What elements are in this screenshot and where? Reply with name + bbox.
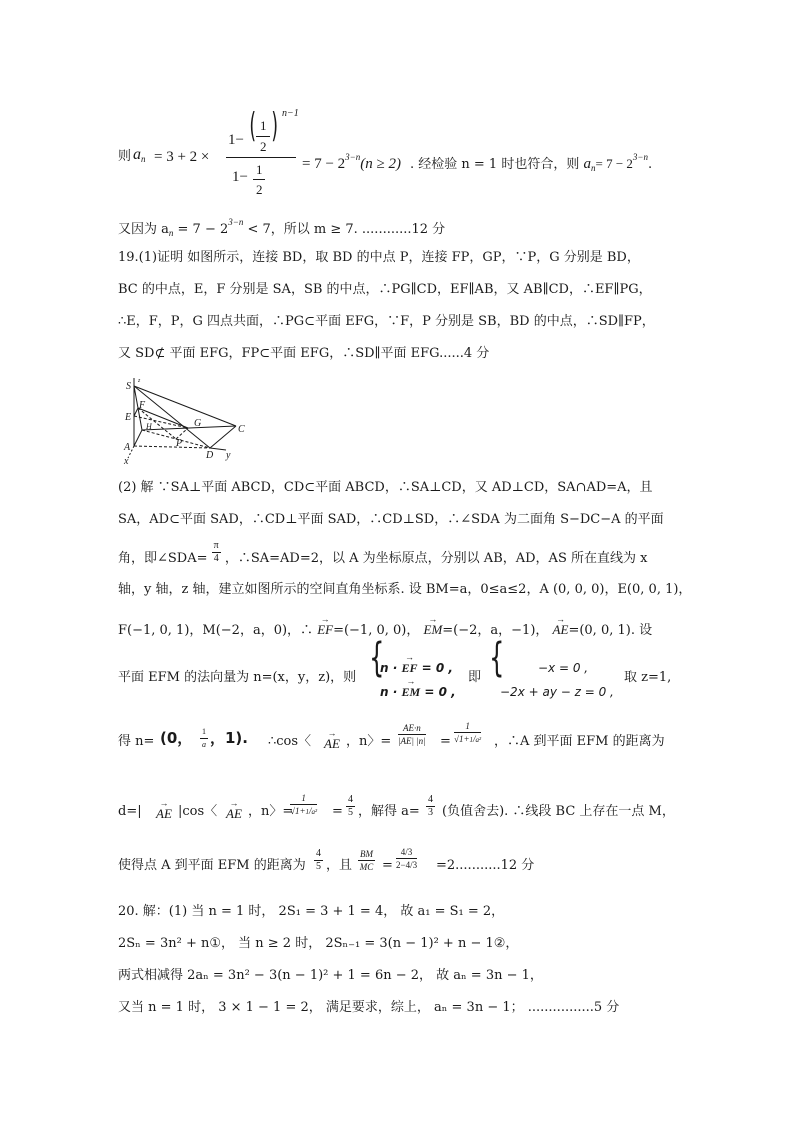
p18-eq-start: = 3 + 2 × [154,149,210,165]
p19-line-2: BC 的中点，E，F 分别是 SA，SB 的中点，∴PG∥CD，EF∥AB，又 AB∥CD，∴EF∥PG， [118,282,652,297]
label-H: H [146,422,152,431]
vector-AE: → AE [553,620,569,640]
sqrt-fraction: $\frac{1}{\text{√1+1/a²}}$ [454,721,482,744]
pi-over-4: $\frac{\pi}{4}$ [213,540,219,564]
p19-line-3: ∴E，F，P，G 四点共面，∴PG⊂平面 EFG，∵F，P 分别是 SB，BD 的中点，∴SD∥FP， [118,314,655,329]
vector-EM: → EM [424,620,443,640]
label-x: x [124,456,129,466]
vector-EF: → EF [317,620,333,640]
p18-an: $a_n$ [133,146,146,164]
p19-line-1: 19.(1)证明 如图所示，连接 BD，取 BD 的中点 P，连接 FP，GP，∵P，G 分别是 BD， [118,250,640,265]
system-eq-4: −2x + ay − z = 0 , [500,685,614,699]
label-G: G [194,418,202,429]
p20-line-4: 又当 n = 1 时， 3 × 1 − 1 = 2， 满足要求，综上， aₙ = 3n − 1； ................5 分 [118,1000,620,1015]
label-A: A [124,442,131,453]
cos-fraction: $\frac{AE\cdot n}{|AE| |n|}$ [398,723,426,746]
label-C: C [238,424,245,435]
p18-result: = $7 - 2^{3-n}(n \ge 2)$ [302,152,401,172]
edge-EG [134,416,188,428]
p19-part2-line-4: 轴，y 轴，z 轴，建立如图所示的空间直角坐标系. 设 BM=a，0≤a≤2，A (0, 0, 0)，E(0, 0, 1)， [118,582,692,597]
p20-line-2: 2Sₙ = 3n² + n①， 当 n ≥ 2 时， 2Sₙ₋₁ = 3(n − 1)² + n − 1②， [118,936,519,951]
p18-big-fraction: 1− ( 1 2 ) n−1 1− 1 2 [228,106,299,197]
edge-AB [134,430,142,446]
p19-part2-line-3: 角，即∠SDA= $\frac{\pi}{4}$ ，∴SA=AD=2，以 A 为坐标原点，分别以 AB，AD，AS 所在直线为 x [118,540,648,566]
n-vector: (0， [160,729,193,747]
label-D: D [206,450,214,461]
p19-part2-line-1: (2) 解 ∵SA⊥平面 ABCD，CD⊂平面 ABCD，∴SA⊥CD，又 AD⊥CD，SA∩AD=A，且 [118,480,653,495]
p19-line-4: 又 SD⊄ 平面 EFG，FP⊂平面 EFG，∴SD∥平面 EFG......4 分 [118,346,490,361]
label-y: y [226,450,231,461]
system-eq-1: n · → EF = 0 , [380,658,453,678]
edge-EF [134,408,138,416]
p18-conclusion: 又因为 $a_n = 7 - 2^{3-n} < 7$，所以 m ≥ 7. ............12 分 [118,217,446,238]
edge-CD [210,426,236,448]
pyramid-figure [118,374,258,466]
p18-check: . 经检验 n = 1 时也符合，则 $a_n= 7 - 2^{3-n}$. [410,152,653,173]
label-E: E [125,412,132,423]
label-S: S [126,381,131,392]
p18-prefix: 则 [118,149,132,164]
system-eq-3: −x = 0 , [538,661,589,675]
p19-part2-line-2: SA，AD⊂平面 SAD，∴CD⊥平面 SAD，∴CD⊥SD，∴∠SDA 为二面角 S−DC−A 的平面 [118,512,664,527]
label-F: F [139,400,146,411]
p20-line-3: 两式相减得 2aₙ = 3n² − 3(n − 1)² + 1 = 6n − 2， 故 aₙ = 3n − 1， [118,968,543,983]
p20-line-1: 20. 解：(1) 当 n = 1 时， 2S₁ = 3 + 1 = 4， 故 a₁ = S₁ = 2， [118,904,505,919]
system-eq-2: n · → EM = 0 , [380,682,456,702]
label-z: z [138,378,141,384]
edge-SC [134,386,236,426]
edge-AD [134,446,210,448]
edge-BC [142,426,236,430]
edge-SD [134,386,210,448]
label-P: P [176,438,183,449]
p19-part2-line-5: F(−1, 0, 1)，M(−2，a，0)，∴ → EF=(−1, 0, 0)， → EM=(−2，a，−1)， → AE=(0, 0, 1). 设 [118,620,652,641]
